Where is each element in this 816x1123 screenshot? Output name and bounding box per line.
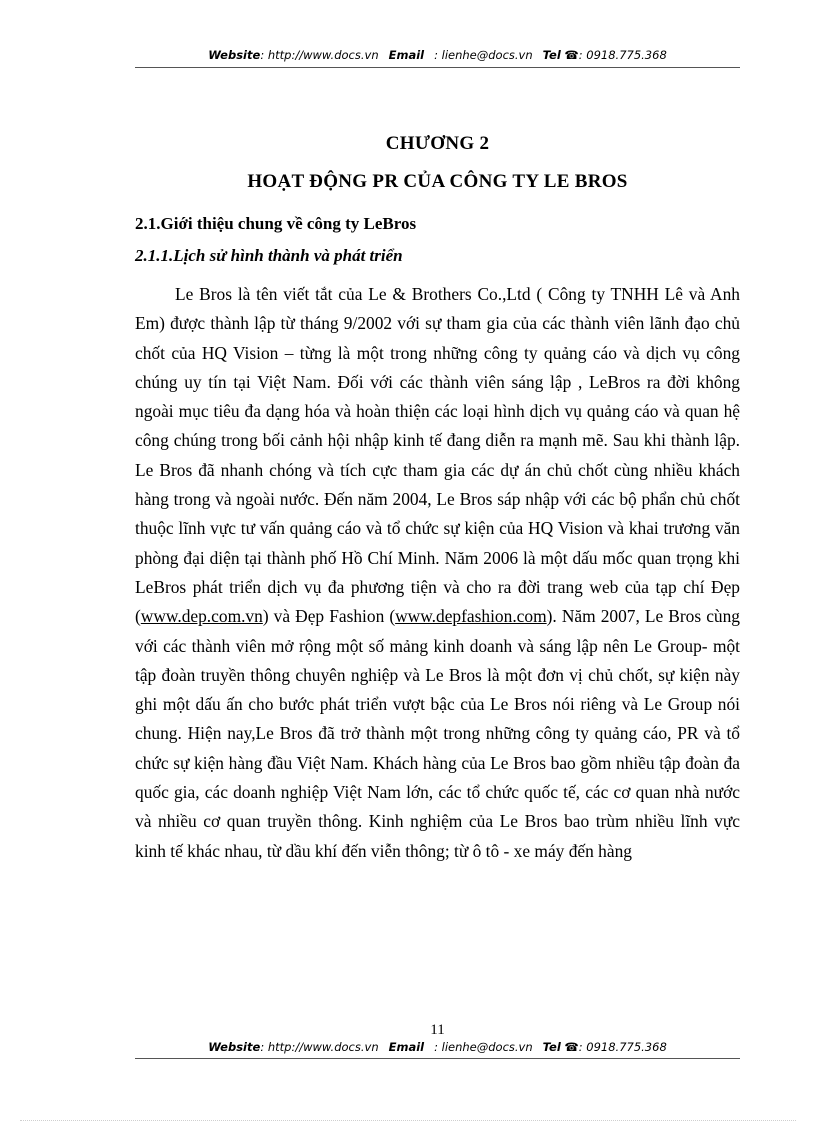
footer-website-label: Website <box>208 1040 261 1054</box>
section-heading: 2.1.Giới thiệu chung về công ty LeBros <box>135 214 417 233</box>
paragraph-text-1: Le Bros là tên viết tắt của Le & Brothers Co.,Ltd ( Công ty TNHH Lê và Anh Em) được thành lập từ tháng 9/2002 với sự tham gia của các thành viên lãnh đạo chủ chốt của HQ Vision – từng là một trong những công ty quảng cáo và dịch vụ công chúng uy tín tại Việt Nam. Đối với các thành viên sáng lập , LeBros ra đời không ngoài mục tiêu đa dạng hóa và hoàn thiện các loại hình dịch vụ quảng cáo và quan hệ công chúng trong bối cảnh hội nhập kinh tế đang diễn ra mạnh mẽ. Sau khi thành lập. Le Bros đã nhanh chóng và tích cực tham gia các dự án chủ chốt cùng nhiều khách hàng trong và ngoài nước. Đến năm 2004, Le Bros sáp nhập với các bộ phẩn chủ chốt thuộc lĩnh vực tư vấn quảng cáo và tổ chức sự kiện của HQ Vision và khai trương văn phòng đại diện tại thành phố Hồ Chí Minh. Năm 2006 là một dấu mốc quan trọng khi LeBros phát triển dịch vụ đa phương tiện và cho ra đời trang web của tạp chí Đẹp ( <box>135 284 740 627</box>
page-edge-dotted-line <box>20 1120 796 1121</box>
footer-phone-icon: ☎ <box>564 1040 579 1054</box>
email-label: Email <box>388 48 425 62</box>
chapter-number: CHƯƠNG 2 <box>385 133 490 154</box>
link-depfashion-com[interactable]: www.depfashion.com <box>395 606 547 627</box>
header-rule <box>135 67 740 68</box>
footer-tel-label: Tel <box>542 1040 561 1054</box>
paragraph-text-3: ). Năm 2007, Le Bros cùng với các thành viên mở rộng một số mảng kinh doanh và sáng lập nên Le Group- một tập đoàn truyền thông chuyên nghiệp và Le Bros là một đơn vị chủ chốt, sự kiện này ghi một dấu ấn cho bước phát triển vượt bậc của Le Bros nói riêng và Le Group nói chung. Hiện nay,Le Bros đã trở thành một trong những công ty quảng cáo, PR và tổ chức sự kiện hàng đầu Việt Nam. Khách hàng của Le Bros bao gồm nhiều tập đoàn đa quốc gia, các doanh nghiệp Việt Nam lớn, các tổ chức quốc tế, các cơ quan nhà nước và nhiều cơ quan truyền thông. Kinh nghiệm của Le Bros bao trùm nhiều lĩnh vực kinh tế khác nhau, từ dầu khí đến viễn thông; từ ô tô - xe máy đến hàng <box>135 606 741 861</box>
email-value: : lienhe@docs.vn <box>434 48 533 62</box>
body-paragraph <box>135 280 740 866</box>
footer-email-label: Email <box>388 1040 425 1054</box>
footer-tel-value: : 0918.775.368 <box>578 1040 667 1054</box>
footer-rule <box>135 1058 740 1059</box>
website-value: : http://www.docs.vn <box>260 48 379 62</box>
link-dep-com-vn[interactable]: www.dep.com.vn <box>140 606 263 627</box>
chapter-title: HOẠT ĐỘNG PR CỦA CÔNG TY LE BROS <box>247 171 628 192</box>
paragraph-text-2: ) và Đẹp Fashion ( <box>262 606 396 627</box>
phone-icon: ☎ <box>564 48 579 62</box>
website-label: Website <box>208 48 261 62</box>
page-number: 11 <box>430 1022 445 1038</box>
tel-value: : 0918.775.368 <box>578 48 667 62</box>
footer-email-value: : lienhe@docs.vn <box>434 1040 533 1054</box>
page-footer <box>135 1040 740 1054</box>
subsection-heading: 2.1.1.Lịch sử hình thành và phát triển <box>135 246 403 265</box>
tel-label: Tel <box>542 48 561 62</box>
footer-website-value: : http://www.docs.vn <box>260 1040 379 1054</box>
page-header <box>135 48 740 62</box>
